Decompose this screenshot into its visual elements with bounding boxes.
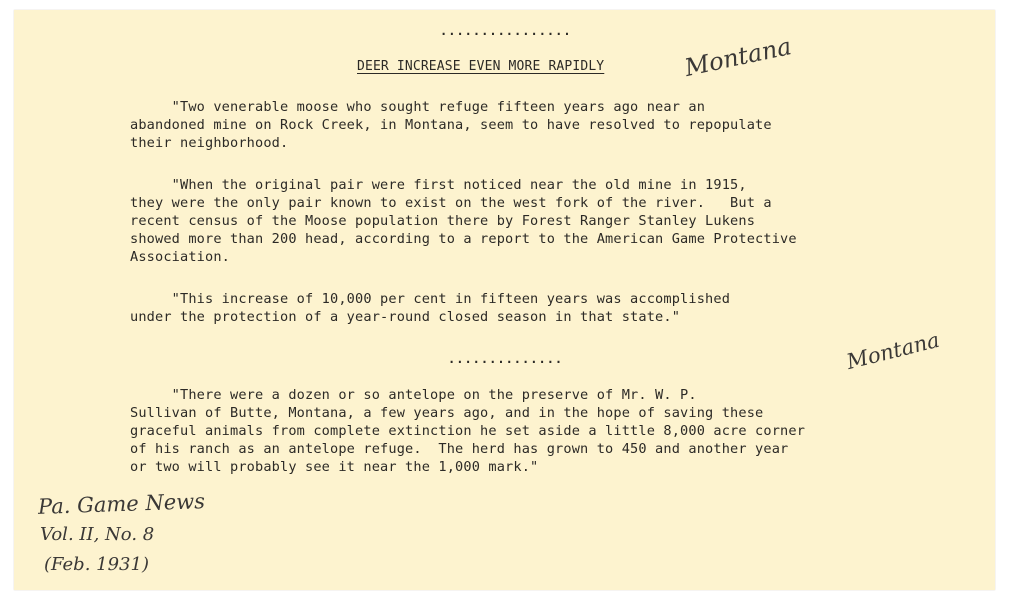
article-title: DEER INCREASE EVEN MORE RAPIDLY: [357, 59, 605, 74]
text-line: Sullivan of Butte, Montana, a few years ago, and in the hope of saving these: [130, 405, 764, 421]
text-line: Association.: [130, 249, 231, 265]
text-line: recent census of the Moose population there by Forest Ranger Stanley Lukens: [130, 213, 756, 229]
text-line: showed more than 200 head, according to a report to the American Game Protective: [130, 231, 797, 247]
text-line: "There were a dozen or so antelope on the preserve of Mr. W. P.: [130, 387, 697, 403]
text-line: of his ranch as an antelope refuge. The herd has grown to 450 and another year: [130, 441, 789, 457]
text-line: they were the only pair known to exist on the west fork of the river. But a: [130, 195, 772, 211]
source-publication: Pa. Game News: [37, 489, 206, 519]
clipping-paper: [14, 10, 995, 590]
text-line: "This increase of 10,000 per cent in fifteen years was accomplished: [130, 291, 731, 307]
text-line: graceful animals from complete extinction he set aside a little 8,000 acre corner: [130, 423, 806, 439]
middle-separator: ..............: [448, 352, 564, 366]
handwritten-montana-middle: Montana: [844, 327, 942, 374]
handwritten-montana-top: Montana: [682, 32, 794, 82]
text-line: abandoned mine on Rock Creek, in Montana, seem to have resolved to repopulate: [130, 117, 772, 133]
top-separator: ................: [440, 24, 572, 38]
text-line: their neighborhood.: [130, 135, 289, 151]
text-line: "When the original pair were first noticed near the old mine in 1915,: [130, 177, 747, 193]
text-line: "Two venerable moose who sought refuge fifteen years ago near an: [130, 99, 706, 115]
text-line: under the protection of a year-round closed season in that state.": [130, 309, 681, 325]
source-volume: Vol. II, No. 8: [40, 524, 155, 545]
source-date: (Feb. 1931): [44, 554, 149, 575]
text-line: or two will probably see it near the 1,000 mark.": [130, 459, 539, 475]
